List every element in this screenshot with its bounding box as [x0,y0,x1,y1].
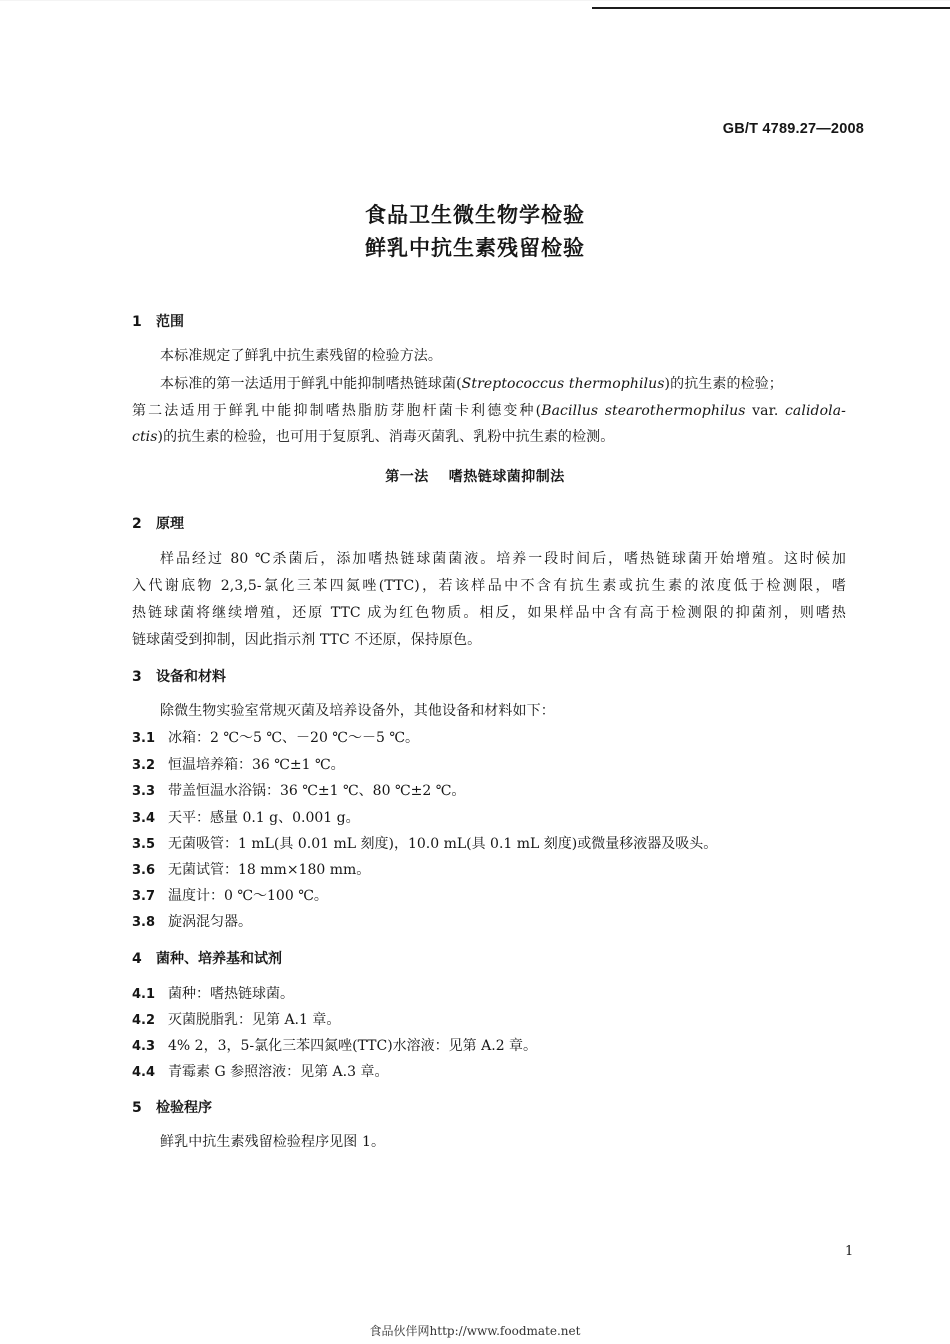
list-item [132,1061,388,1081]
text-run: var. [745,403,785,419]
section-number: 4 [132,951,142,967]
paragraph-line [132,425,846,450]
section-2-heading [132,513,184,533]
list-item [132,1035,537,1055]
section-3-heading [132,666,226,686]
item-text: 冰箱：2 ℃～5 ℃、－20 ℃～－5 ℃。 [168,730,419,746]
section-title: 原理 [156,516,184,532]
latin-name: Bacillus stearothermophilus [541,403,746,419]
list-item [132,1009,340,1029]
item-text: 天平：感量 0.1 g、0.001 g。 [168,810,360,826]
text-run: 第二法适用于鲜乳中能抑制嗜热脂肪芽胞杆菌卡利德变种( [132,403,542,419]
paragraph-line: 入代谢底物 2,3,5-氯化三苯四氮唑(TTC)，若该样品中不含有抗生素或抗生素的浓度低于检测限，嗜 [132,578,846,594]
item-text: 带盖恒温水浴锅：36 ℃±1 ℃、80 ℃±2 ℃。 [168,783,466,799]
item-text: 温度计：0 ℃～100 ℃。 [168,888,328,904]
section-number: 3 [132,669,142,685]
section-1-heading [132,311,184,331]
text-run: )的抗生素的检验； [664,376,783,392]
item-number: 3.1 [132,731,156,746]
section-title: 范围 [156,314,184,330]
list-item [132,833,717,853]
title-line-1: 食品卫生微生物学检验 [365,203,585,227]
item-number: 3.2 [132,758,156,773]
item-number: 3.8 [132,915,156,930]
paragraph-line: 链球菌受到抑制，因此指示剂 TTC 不还原，保持原色。 [132,632,482,648]
item-text: 4% 2，3，5-氯化三苯四氮唑(TTC)水溶液：见第 A.2 章。 [168,1038,538,1054]
section-number: 5 [132,1100,142,1116]
item-number: 3.6 [132,863,156,878]
item-number: 4.1 [132,987,156,1002]
page-number: 1 [845,1244,854,1259]
list-item [132,754,345,774]
section-title: 检验程序 [156,1100,212,1116]
item-number: 3.4 [132,811,156,826]
item-number: 4.2 [132,1013,156,1028]
section-number: 1 [132,314,142,330]
section-number: 2 [132,516,142,532]
section-4-heading [132,948,282,968]
method-name: 嗜热链球菌抑制法 [448,469,565,485]
item-number: 3.7 [132,889,156,904]
item-text: 旋涡混匀器。 [168,914,252,930]
list-item [132,983,294,1003]
paragraph-line [160,372,783,397]
paragraph: 本标准规定了鲜乳中抗生素残留的检验方法。 [160,348,442,364]
document-number: GB/T 4789.27—2008 [722,121,864,137]
item-number: 3.5 [132,837,156,852]
list-item [132,727,419,747]
item-text: 无菌吸管：1 mL(具 0.01 mL 刻度)，10.0 mL(具 0.1 mL 刻度)或微量移液器及吸头。 [168,836,718,852]
method-label: 第一法 [385,469,429,485]
latin-name: calidola- [784,403,846,419]
list-item [132,859,370,879]
section-title: 设备和材料 [156,669,226,685]
list-item [132,807,360,827]
top-edge [0,0,950,1]
list-item [132,885,328,905]
header-rule [592,7,950,9]
paragraph-line [132,399,846,424]
item-number: 4.4 [132,1065,156,1080]
paragraph: 除微生物实验室常规灭菌及培养设备外，其他设备和材料如下： [160,703,555,719]
latin-name: ctis [132,429,158,445]
item-text: 恒温培养箱：36 ℃±1 ℃。 [168,757,345,773]
item-text: 青霉素 G 参照溶液：见第 A.3 章。 [168,1064,389,1080]
list-item [132,911,252,931]
section-5-heading [132,1097,212,1117]
title-line-2: 鲜乳中抗生素残留检验 [365,236,585,260]
paragraph-line: 样品经过 80 ℃杀菌后，添加嗜热链球菌菌液。培养一段时间后，嗜热链球菌开始增殖。这时候加 [160,551,846,567]
item-number: 3.3 [132,784,156,799]
section-title: 菌种、培养基和试剂 [156,951,282,967]
item-text: 灭菌脱脂乳：见第 A.1 章。 [168,1012,341,1028]
latin-name: Streptococcus thermophilus [461,376,665,392]
text-run: 本标准的第一法适用于鲜乳中能抑制嗜热链球菌( [160,376,462,392]
item-number: 4.3 [132,1039,156,1054]
footer-watermark: 食品伙伴网http://www.foodmate.net [369,1324,581,1338]
method-heading [0,466,950,486]
paragraph-line: 热链球菌将继续增殖，还原 TTC 成为红色物质。相反，如果样品中含有高于检测限的抑菌剂，则嗜热 [132,605,846,621]
paragraph: 鲜乳中抗生素残留检验程序见图 1。 [160,1134,386,1150]
item-text: 菌种：嗜热链球菌。 [168,986,294,1002]
item-text: 无菌试管：18 mm×180 mm。 [168,862,371,878]
list-item [132,780,465,800]
text-run: )的抗生素的检验，也可用于复原乳、消毒灭菌乳、乳粉中抗生素的检测。 [157,429,615,445]
